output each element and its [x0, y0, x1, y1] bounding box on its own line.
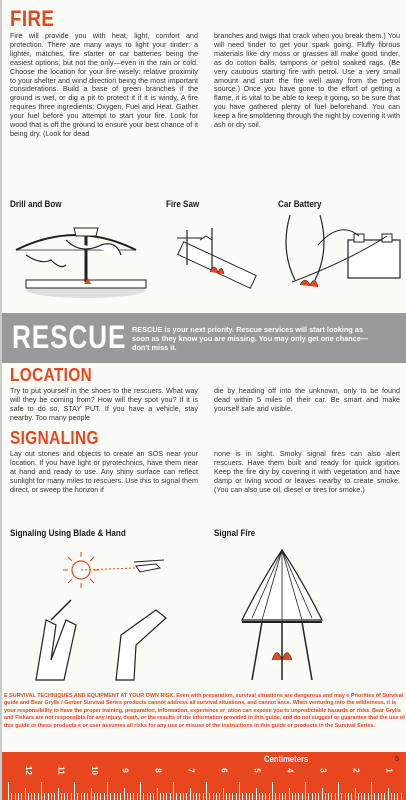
ruler-tick: [397, 793, 398, 800]
ruler-tick: [289, 788, 290, 800]
ruler-tick: [199, 793, 200, 800]
ruler-tick: [364, 793, 365, 800]
ruler-tick: [269, 793, 270, 800]
ruler-tick: [143, 793, 144, 800]
ruler-tick: [61, 793, 62, 800]
ruler-tick: [252, 793, 253, 800]
ruler-tick: [91, 788, 92, 800]
signal-fire-illustration: [222, 540, 342, 690]
ruler-tick: [232, 793, 233, 800]
ruler-number: 5: [252, 768, 262, 773]
ruler-tick: [51, 793, 52, 800]
ruler-tick: [388, 788, 389, 800]
ruler-tick: [183, 793, 184, 800]
ruler-tick: [259, 793, 260, 800]
ruler-tick: [41, 782, 42, 800]
ruler-tick: [107, 782, 108, 800]
ruler-tick: [246, 793, 247, 800]
ruler-tick: [325, 793, 326, 800]
ruler-tick: [15, 793, 16, 800]
ruler-number: 7: [186, 768, 196, 773]
ruler-tick: [265, 793, 266, 800]
ruler-tick: [117, 793, 118, 800]
ruler-tick: [262, 793, 263, 800]
ruler-tick: [147, 793, 148, 800]
ruler-number: 10: [89, 766, 99, 775]
signaling-text-col1: Lay out stones and objects to create an SOS near your location. If you have light or pyrotechnics, have them near at hand and ready to use. Any shiny surface can reflect sunlight for many miles to rescuers. Use this to signal them direct, or sweep the horizon if: [10, 449, 198, 494]
ruler-tick: [87, 793, 88, 800]
ruler-tick: [272, 782, 273, 800]
ruler-tick: [401, 793, 402, 800]
ruler-tick: [25, 788, 26, 800]
ruler-tick: [394, 793, 395, 800]
ruler-tick: [114, 793, 115, 800]
ruler-tick: [193, 793, 194, 800]
rescue-banner: [2, 313, 406, 363]
ruler-tick: [21, 793, 22, 800]
ruler-tick: [196, 793, 197, 800]
blade-signaling-illustration: [6, 540, 206, 690]
safety-disclaimer: E SURVIVAL TECHNIQUES AND EQUIPMENT AT YOUR OWN RISK. Even with preparation, survival situations are dangerous and may e Priorities of Survival guide and Bear Grylls / Gerber Survival Series products cannot address all survival situations, and cannot ance. When venturing into the wilderness, it is your responsibility to have the proper training, preparation, information, experience er_ation can expose you to unpredictable hazards or risks. Bear Grylls and Fiskars are not responsible for any injury, death, or the results of the information provided in this guide, and do not suggest or guarantee that the use of this guide or these products e or user assumes all risks for any use or misuse of the instructions in this guide or products in the Survival Series.: [4, 693, 405, 729]
ruler-tick: [206, 782, 207, 800]
ruler-tick: [124, 788, 125, 800]
ruler-tick: [157, 788, 158, 800]
ruler-number: 6: [219, 768, 229, 773]
ruler-tick: [176, 793, 177, 800]
ruler-tick: [31, 793, 32, 800]
ruler-tick: [100, 793, 101, 800]
ruler-tick: [84, 793, 85, 800]
ruler-tick: [338, 782, 339, 800]
ruler-tick: [140, 782, 141, 800]
ruler-tick: [242, 793, 243, 800]
ruler-tick: [203, 793, 204, 800]
ruler-tick: [104, 793, 105, 800]
ruler-tick: [67, 793, 68, 800]
ruler-tick: [279, 793, 280, 800]
ruler-tick: [163, 793, 164, 800]
ruler-tick: [345, 793, 346, 800]
ruler-tick: [315, 793, 316, 800]
ruler-tick: [358, 793, 359, 800]
ruler-label: Centimeters: [264, 754, 309, 764]
ruler-tick: [54, 793, 55, 800]
ruler-tick: [150, 793, 151, 800]
signaling-blade-label: Signaling Using Blade & Hand: [10, 528, 126, 539]
fire-heading: FIRE: [10, 6, 55, 31]
drill-and-bow-illustration: [6, 210, 156, 310]
ruler-tick: [130, 793, 131, 800]
ruler-number: 2: [351, 768, 361, 773]
ruler-tick: [374, 793, 375, 800]
ruler-tick: [292, 793, 293, 800]
ruler-tick: [127, 793, 128, 800]
car-battery-illustration: [270, 210, 406, 310]
ruler-tick: [170, 793, 171, 800]
ruler-tick: [295, 793, 296, 800]
ruler-tick: [137, 793, 138, 800]
ruler-tick: [236, 793, 237, 800]
ruler-tick: [361, 793, 362, 800]
ruler-number: 8: [153, 768, 163, 773]
signaling-text-col2: none is in sight. Smoky signal fires can also alert rescuers. Have them built and ready for quick ignition. Keep the fire dry by covering it with vegetation and have damp or living wood or leaves nearby to create smoke. (You can also use oil, diesel or tires for smoke.): [214, 449, 400, 494]
ruler-tick: [219, 793, 220, 800]
ruler-tick: [305, 782, 306, 800]
ruler-tick: [38, 793, 39, 800]
ruler-tick: [308, 793, 309, 800]
ruler-tick: [120, 793, 121, 800]
ruler-tick: [209, 793, 210, 800]
ruler-tick: [355, 788, 356, 800]
ruler-tick: [81, 793, 82, 800]
signaling-heading: SIGNALING: [10, 428, 99, 448]
ruler-tick: [351, 793, 352, 800]
ruler-tick: [166, 793, 167, 800]
ruler-tick: [216, 793, 217, 800]
ruler-tick: [285, 793, 286, 800]
ruler-tick: [213, 793, 214, 800]
ruler-tick: [18, 793, 19, 800]
ruler-tick: [97, 793, 98, 800]
ruler-tick: [298, 793, 299, 800]
ruler-number: 11: [56, 766, 66, 775]
rescue-heading: RESCUE: [12, 319, 127, 355]
ruler-tick: [275, 793, 276, 800]
car-battery-label: Car Battery: [278, 199, 322, 210]
fire-saw-illustration: [152, 210, 272, 310]
ruler-tick: [312, 793, 313, 800]
ruler-tick: [11, 793, 12, 800]
ruler-tick: [381, 793, 382, 800]
fire-text-col1: Fire will provide you with heat, light, comfort and protection. There are many ways to light your tinder: a lighter, matches, fire starter or car batteries being the easiest options, but not the only—even in the rain or cold. Choose the location for your fire wisely: relative proximity to your shelter and wind direction being the most important considerations. Build a base of green branches if the ground is wet, or dig a pit to protect it if it is windy. A fire requires three ingredients: Oxygen, Fuel and Heat. Gather your fuel before you attempt to start your fire. Look for wood that is off the ground to ensure your best chance of it being dry. (Look for dead: [10, 31, 198, 138]
ruler-tick: [348, 793, 349, 800]
ruler-tick: [239, 782, 240, 800]
page-number: 5: [395, 756, 399, 763]
ruler-tick: [8, 782, 9, 800]
ruler-tick: [173, 782, 174, 800]
ruler-tick: [318, 793, 319, 800]
ruler-tick: [371, 782, 372, 800]
ruler-tick: [256, 788, 257, 800]
ruler-tick: [34, 793, 35, 800]
ruler-tick: [94, 793, 95, 800]
ruler-tick: [71, 793, 72, 800]
fire-saw-label: Fire Saw: [166, 199, 200, 210]
centimeter-ruler: [2, 752, 406, 800]
ruler-tick: [110, 793, 111, 800]
ruler-tick: [335, 793, 336, 800]
ruler-tick: [74, 782, 75, 800]
ruler-tick: [44, 793, 45, 800]
ruler-tick: [249, 793, 250, 800]
ruler-tick: [302, 793, 303, 800]
ruler-number: 1: [384, 768, 394, 773]
ruler-tick: [282, 793, 283, 800]
ruler-tick: [223, 788, 224, 800]
ruler-number: 9: [120, 768, 130, 773]
ruler-tick: [58, 788, 59, 800]
signal-fire-label: Signal Fire: [214, 528, 256, 539]
ruler-tick: [331, 793, 332, 800]
ruler-tick: [378, 793, 379, 800]
ruler-tick: [77, 793, 78, 800]
rescue-message: RESCUE is your next priority. Rescue services will start looking as soon as they know you are missing. You may only get one chance—don't miss it.: [132, 325, 369, 352]
location-text-col1: Try to put yourself in the shoes to the rescuers. What way will they be coming from? How will they spot you? If it is safe to do so, STAY PUT. If you have a vehicle, stay nearby. Too many people: [10, 386, 198, 422]
ruler-number: 3: [318, 768, 328, 773]
ruler-tick: [391, 793, 392, 800]
ruler-tick: [64, 793, 65, 800]
ruler-number: 12: [23, 766, 33, 775]
ruler-tick: [368, 793, 369, 800]
ruler-tick: [226, 793, 227, 800]
ruler-tick: [190, 788, 191, 800]
ruler-number: 4: [285, 768, 295, 773]
location-heading: LOCATION: [10, 365, 93, 385]
drill-and-bow-label: Drill and Bow: [10, 199, 62, 210]
ruler-tick: [186, 793, 187, 800]
ruler-tick: [341, 793, 342, 800]
ruler-tick: [48, 793, 49, 800]
ruler-tick: [160, 793, 161, 800]
ruler-tick: [180, 793, 181, 800]
ruler-tick: [28, 793, 29, 800]
ruler-tick: [153, 793, 154, 800]
location-text-col2: die by heading off into the unknown, only to be found dead within 5 miles of their car. Be smart and make yourself safe and visible.: [214, 386, 400, 413]
ruler-tick: [133, 793, 134, 800]
ruler-tick: [229, 793, 230, 800]
ruler-tick: [322, 788, 323, 800]
ruler-tick: [328, 793, 329, 800]
fire-text-col2: branches and twigs that crack when you break them.) You will need tinder to get your spark going. Fluffy fibrous materials like dry moss or grasses all make good tinder, as do cotton balls, tampons or petrol soaked rags. (Be very cautious starting fire with petrol. Use a very small amount and start the fire well away from the petrol source.) Once you have gone to the effort of getting a flame, it is vital to be able to keep it going, so be sure that you have gathered plenty of fuel beforehand. You can keep a fire smoldering through the night by covering it with ash or dry soil.: [214, 31, 400, 130]
ruler-tick: [384, 793, 385, 800]
